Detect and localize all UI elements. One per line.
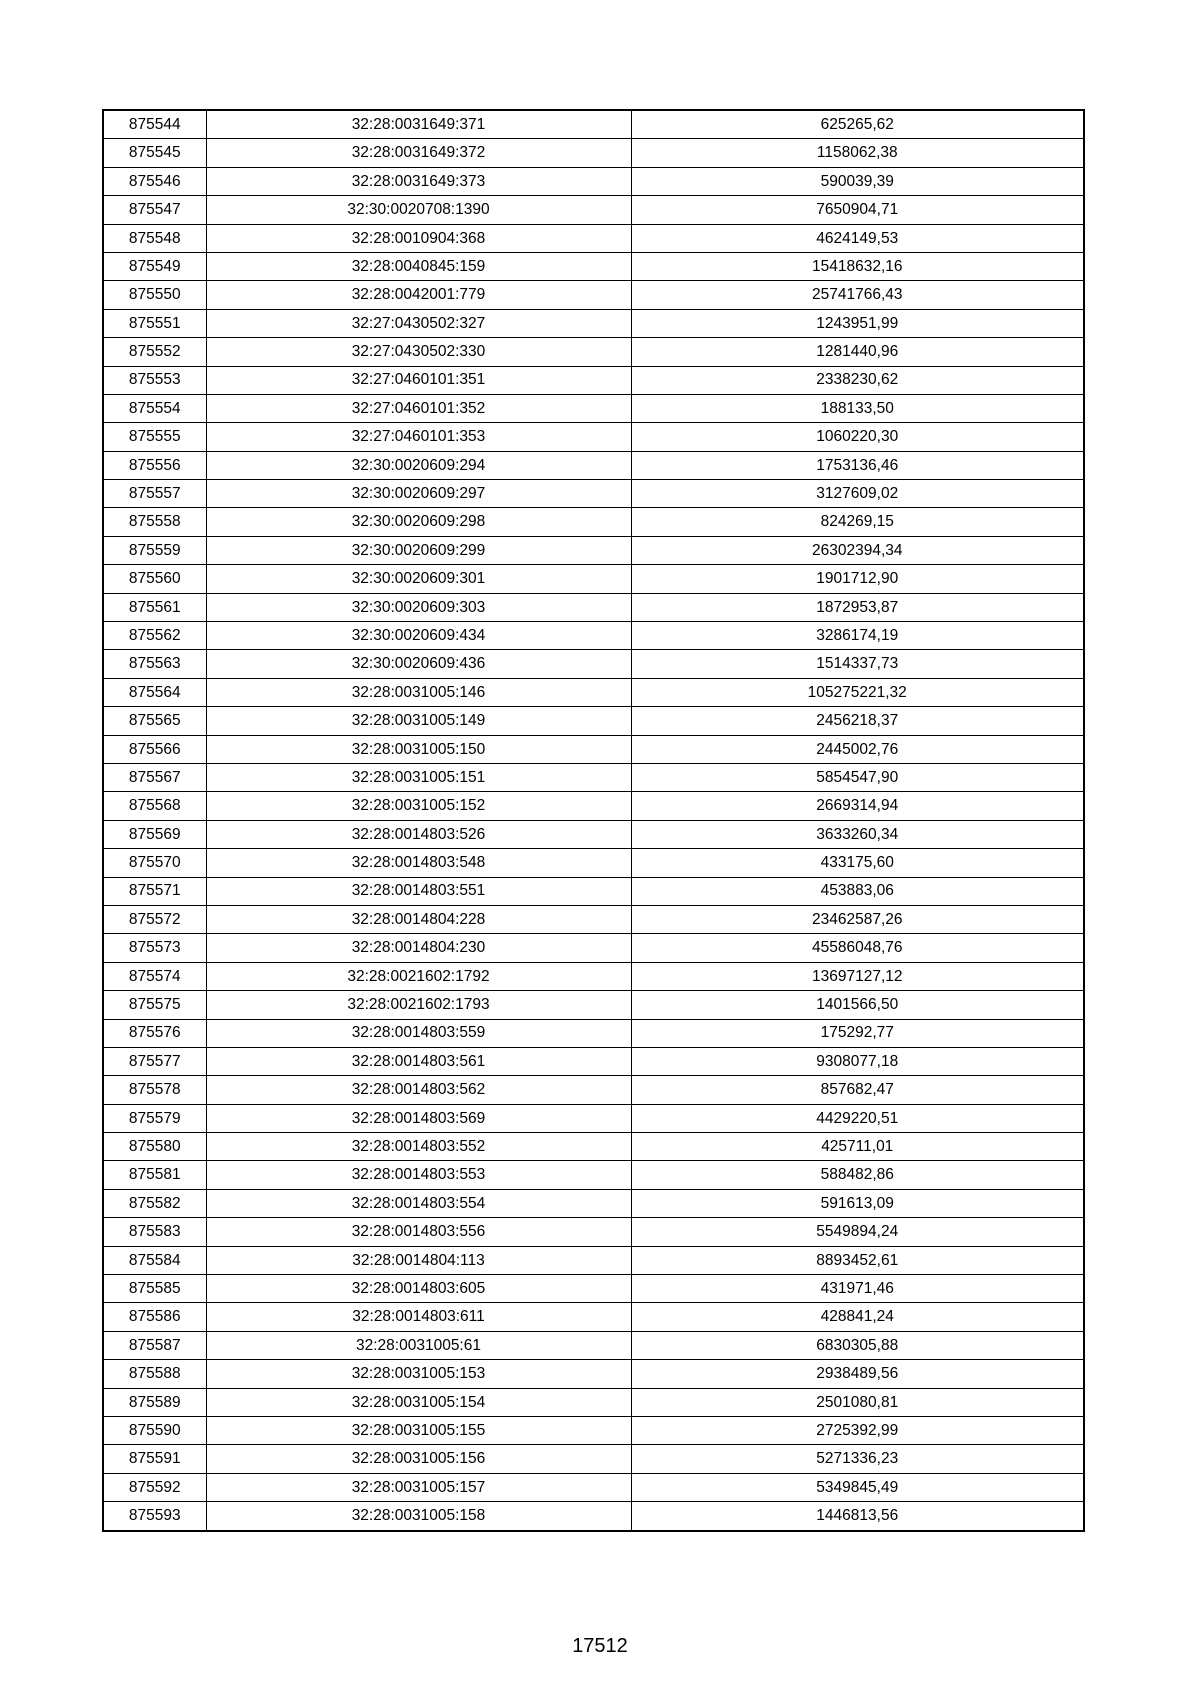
cadastral-number-cell: 32:27:0430502:327 <box>206 309 631 337</box>
row-number-cell: 875549 <box>103 252 206 280</box>
table-row <box>103 763 1084 791</box>
table-row <box>103 678 1084 706</box>
table-row <box>103 1331 1084 1359</box>
row-number-cell: 875557 <box>103 480 206 508</box>
table-row <box>103 1473 1084 1501</box>
cadastral-number-cell: 32:30:0020609:301 <box>206 565 631 593</box>
cadastral-number-cell: 32:28:0014804:228 <box>206 905 631 933</box>
table-row <box>103 1360 1084 1388</box>
value-cell: 591613,09 <box>631 1189 1084 1217</box>
row-number-cell: 875576 <box>103 1019 206 1047</box>
table-row <box>103 1416 1084 1444</box>
row-number-cell: 875551 <box>103 309 206 337</box>
cadastral-number-cell: 32:28:0040845:159 <box>206 252 631 280</box>
cadastral-number-cell: 32:28:0031649:372 <box>206 139 631 167</box>
value-cell: 425711,01 <box>631 1133 1084 1161</box>
value-cell: 1060220,30 <box>631 423 1084 451</box>
row-number-cell: 875548 <box>103 224 206 252</box>
table-row <box>103 1388 1084 1416</box>
cadastral-number-cell: 32:28:0031005:153 <box>206 1360 631 1388</box>
table-row <box>103 451 1084 479</box>
value-cell: 105275221,32 <box>631 678 1084 706</box>
cadastral-number-cell: 32:30:0020609:299 <box>206 536 631 564</box>
value-cell: 45586048,76 <box>631 934 1084 962</box>
value-cell: 428841,24 <box>631 1303 1084 1331</box>
value-cell: 857682,47 <box>631 1076 1084 1104</box>
row-number-cell: 875577 <box>103 1047 206 1075</box>
cadastral-number-cell: 32:30:0020609:294 <box>206 451 631 479</box>
row-number-cell: 875546 <box>103 167 206 195</box>
cadastral-number-cell: 32:28:0031005:157 <box>206 1473 631 1501</box>
value-cell: 1243951,99 <box>631 309 1084 337</box>
table-row <box>103 480 1084 508</box>
row-number-cell: 875562 <box>103 622 206 650</box>
cadastral-number-cell: 32:28:0031005:158 <box>206 1502 631 1531</box>
value-cell: 588482,86 <box>631 1161 1084 1189</box>
row-number-cell: 875567 <box>103 763 206 791</box>
cadastral-number-cell: 32:28:0014804:230 <box>206 934 631 962</box>
cadastral-number-cell: 32:28:0014803:526 <box>206 820 631 848</box>
row-number-cell: 875578 <box>103 1076 206 1104</box>
value-cell: 1281440,96 <box>631 338 1084 366</box>
cadastral-number-cell: 32:28:0014803:553 <box>206 1161 631 1189</box>
row-number-cell: 875554 <box>103 394 206 422</box>
row-number-cell: 875575 <box>103 991 206 1019</box>
table-row <box>103 167 1084 195</box>
row-number-cell: 875552 <box>103 338 206 366</box>
value-cell: 15418632,16 <box>631 252 1084 280</box>
value-cell: 8893452,61 <box>631 1246 1084 1274</box>
value-cell: 1901712,90 <box>631 565 1084 593</box>
row-number-cell: 875566 <box>103 735 206 763</box>
cadastral-number-cell: 32:28:0021602:1793 <box>206 991 631 1019</box>
table-row <box>103 820 1084 848</box>
value-cell: 625265,62 <box>631 110 1084 139</box>
value-cell: 453883,06 <box>631 877 1084 905</box>
table-row <box>103 849 1084 877</box>
cadastral-number-cell: 32:28:0014803:569 <box>206 1104 631 1132</box>
value-cell: 2456218,37 <box>631 707 1084 735</box>
cadastral-number-cell: 32:27:0460101:352 <box>206 394 631 422</box>
table-row <box>103 735 1084 763</box>
row-number-cell: 875570 <box>103 849 206 877</box>
row-number-cell: 875571 <box>103 877 206 905</box>
value-cell: 9308077,18 <box>631 1047 1084 1075</box>
value-cell: 3633260,34 <box>631 820 1084 848</box>
value-cell: 5549894,24 <box>631 1218 1084 1246</box>
table-row <box>103 792 1084 820</box>
cadastral-number-cell: 32:28:0031005:155 <box>206 1416 631 1444</box>
row-number-cell: 875559 <box>103 536 206 564</box>
table-row <box>103 1445 1084 1473</box>
row-number-cell: 875547 <box>103 196 206 224</box>
cadastral-number-cell: 32:30:0020609:297 <box>206 480 631 508</box>
row-number-cell: 875591 <box>103 1445 206 1473</box>
cadastral-number-cell: 32:28:0014803:562 <box>206 1076 631 1104</box>
value-cell: 1401566,50 <box>631 991 1084 1019</box>
row-number-cell: 875586 <box>103 1303 206 1331</box>
value-cell: 2501080,81 <box>631 1388 1084 1416</box>
value-cell: 175292,77 <box>631 1019 1084 1047</box>
value-cell: 3286174,19 <box>631 622 1084 650</box>
cadastral-number-cell: 32:30:0020609:303 <box>206 593 631 621</box>
value-cell: 25741766,43 <box>631 281 1084 309</box>
row-number-cell: 875593 <box>103 1502 206 1531</box>
cadastral-value-table <box>102 109 1085 1532</box>
value-cell: 188133,50 <box>631 394 1084 422</box>
value-cell: 2338230,62 <box>631 366 1084 394</box>
table-row <box>103 394 1084 422</box>
row-number-cell: 875565 <box>103 707 206 735</box>
value-cell: 1872953,87 <box>631 593 1084 621</box>
table-row <box>103 309 1084 337</box>
table-row <box>103 593 1084 621</box>
row-number-cell: 875556 <box>103 451 206 479</box>
row-number-cell: 875545 <box>103 139 206 167</box>
value-cell: 4624149,53 <box>631 224 1084 252</box>
value-cell: 590039,39 <box>631 167 1084 195</box>
cadastral-number-cell: 32:28:0014803:552 <box>206 1133 631 1161</box>
table-row <box>103 536 1084 564</box>
table-row <box>103 905 1084 933</box>
cadastral-number-cell: 32:27:0460101:353 <box>206 423 631 451</box>
row-number-cell: 875561 <box>103 593 206 621</box>
cadastral-number-cell: 32:28:0014803:554 <box>206 1189 631 1217</box>
cadastral-number-cell: 32:28:0014803:551 <box>206 877 631 905</box>
value-cell: 431971,46 <box>631 1275 1084 1303</box>
value-cell: 23462587,26 <box>631 905 1084 933</box>
value-cell: 1446813,56 <box>631 1502 1084 1531</box>
table-row <box>103 1133 1084 1161</box>
cadastral-number-cell: 32:30:0020609:298 <box>206 508 631 536</box>
cadastral-number-cell: 32:30:0020708:1390 <box>206 196 631 224</box>
row-number-cell: 875592 <box>103 1473 206 1501</box>
value-cell: 824269,15 <box>631 508 1084 536</box>
row-number-cell: 875582 <box>103 1189 206 1217</box>
cadastral-number-cell: 32:28:0031005:61 <box>206 1331 631 1359</box>
row-number-cell: 875580 <box>103 1133 206 1161</box>
value-cell: 3127609,02 <box>631 480 1084 508</box>
cadastral-number-cell: 32:28:0042001:779 <box>206 281 631 309</box>
value-cell: 7650904,71 <box>631 196 1084 224</box>
table-row <box>103 1303 1084 1331</box>
row-number-cell: 875589 <box>103 1388 206 1416</box>
row-number-cell: 875579 <box>103 1104 206 1132</box>
cadastral-number-cell: 32:28:0014803:561 <box>206 1047 631 1075</box>
table-row <box>103 1161 1084 1189</box>
row-number-cell: 875588 <box>103 1360 206 1388</box>
table-row <box>103 1275 1084 1303</box>
cadastral-number-cell: 32:28:0014804:113 <box>206 1246 631 1274</box>
cadastral-number-cell: 32:27:0430502:330 <box>206 338 631 366</box>
value-cell: 433175,60 <box>631 849 1084 877</box>
table-row <box>103 252 1084 280</box>
cadastral-number-cell: 32:28:0031005:154 <box>206 1388 631 1416</box>
table-body <box>103 110 1084 1531</box>
cadastral-number-cell: 32:28:0031005:150 <box>206 735 631 763</box>
table-row <box>103 1218 1084 1246</box>
cadastral-number-cell: 32:28:0014803:556 <box>206 1218 631 1246</box>
table-row <box>103 991 1084 1019</box>
cadastral-number-cell: 32:30:0020609:434 <box>206 622 631 650</box>
table-row <box>103 1076 1084 1104</box>
row-number-cell: 875581 <box>103 1161 206 1189</box>
row-number-cell: 875568 <box>103 792 206 820</box>
page-number: 17512 <box>572 1635 628 1657</box>
row-number-cell: 875569 <box>103 820 206 848</box>
table-row <box>103 565 1084 593</box>
row-number-cell: 875574 <box>103 962 206 990</box>
value-cell: 2445002,76 <box>631 735 1084 763</box>
value-cell: 26302394,34 <box>631 536 1084 564</box>
cadastral-number-cell: 32:28:0031005:149 <box>206 707 631 735</box>
cadastral-number-cell: 32:28:0014803:611 <box>206 1303 631 1331</box>
table-row <box>103 1047 1084 1075</box>
value-cell: 2669314,94 <box>631 792 1084 820</box>
table-row <box>103 622 1084 650</box>
table-row <box>103 934 1084 962</box>
row-number-cell: 875563 <box>103 650 206 678</box>
table-row <box>103 1189 1084 1217</box>
table-row <box>103 423 1084 451</box>
cadastral-number-cell: 32:28:0031005:152 <box>206 792 631 820</box>
table-row <box>103 1019 1084 1047</box>
cadastral-number-cell: 32:28:0031005:156 <box>206 1445 631 1473</box>
row-number-cell: 875583 <box>103 1218 206 1246</box>
row-number-cell: 875550 <box>103 281 206 309</box>
table-row <box>103 1246 1084 1274</box>
value-cell: 6830305,88 <box>631 1331 1084 1359</box>
table-row <box>103 224 1084 252</box>
table-row <box>103 281 1084 309</box>
row-number-cell: 875590 <box>103 1416 206 1444</box>
row-number-cell: 875585 <box>103 1275 206 1303</box>
cadastral-number-cell: 32:28:0010904:368 <box>206 224 631 252</box>
value-cell: 1158062,38 <box>631 139 1084 167</box>
row-number-cell: 875584 <box>103 1246 206 1274</box>
row-number-cell: 875553 <box>103 366 206 394</box>
value-cell: 5349845,49 <box>631 1473 1084 1501</box>
value-cell: 2725392,99 <box>631 1416 1084 1444</box>
cadastral-number-cell: 32:28:0031649:373 <box>206 167 631 195</box>
cadastral-number-cell: 32:28:0014803:548 <box>206 849 631 877</box>
table-row <box>103 1502 1084 1531</box>
value-cell: 5271336,23 <box>631 1445 1084 1473</box>
cadastral-number-cell: 32:28:0031649:371 <box>206 110 631 139</box>
table-row <box>103 110 1084 139</box>
cadastral-number-cell: 32:30:0020609:436 <box>206 650 631 678</box>
table-row <box>103 338 1084 366</box>
table-row <box>103 196 1084 224</box>
cadastral-number-cell: 32:27:0460101:351 <box>206 366 631 394</box>
row-number-cell: 875587 <box>103 1331 206 1359</box>
table-row <box>103 139 1084 167</box>
table-row <box>103 366 1084 394</box>
cadastral-number-cell: 32:28:0031005:151 <box>206 763 631 791</box>
value-cell: 5854547,90 <box>631 763 1084 791</box>
table-row <box>103 650 1084 678</box>
row-number-cell: 875572 <box>103 905 206 933</box>
row-number-cell: 875555 <box>103 423 206 451</box>
row-number-cell: 875544 <box>103 110 206 139</box>
table-row <box>103 508 1084 536</box>
value-cell: 1753136,46 <box>631 451 1084 479</box>
cadastral-number-cell: 32:28:0014803:559 <box>206 1019 631 1047</box>
value-cell: 1514337,73 <box>631 650 1084 678</box>
table-row <box>103 1104 1084 1132</box>
cadastral-number-cell: 32:28:0014803:605 <box>206 1275 631 1303</box>
cadastral-number-cell: 32:28:0021602:1792 <box>206 962 631 990</box>
table-row <box>103 962 1084 990</box>
row-number-cell: 875573 <box>103 934 206 962</box>
cadastral-number-cell: 32:28:0031005:146 <box>206 678 631 706</box>
row-number-cell: 875558 <box>103 508 206 536</box>
value-cell: 4429220,51 <box>631 1104 1084 1132</box>
row-number-cell: 875564 <box>103 678 206 706</box>
value-cell: 2938489,56 <box>631 1360 1084 1388</box>
value-cell: 13697127,12 <box>631 962 1084 990</box>
table-row <box>103 877 1084 905</box>
table-row <box>103 707 1084 735</box>
row-number-cell: 875560 <box>103 565 206 593</box>
